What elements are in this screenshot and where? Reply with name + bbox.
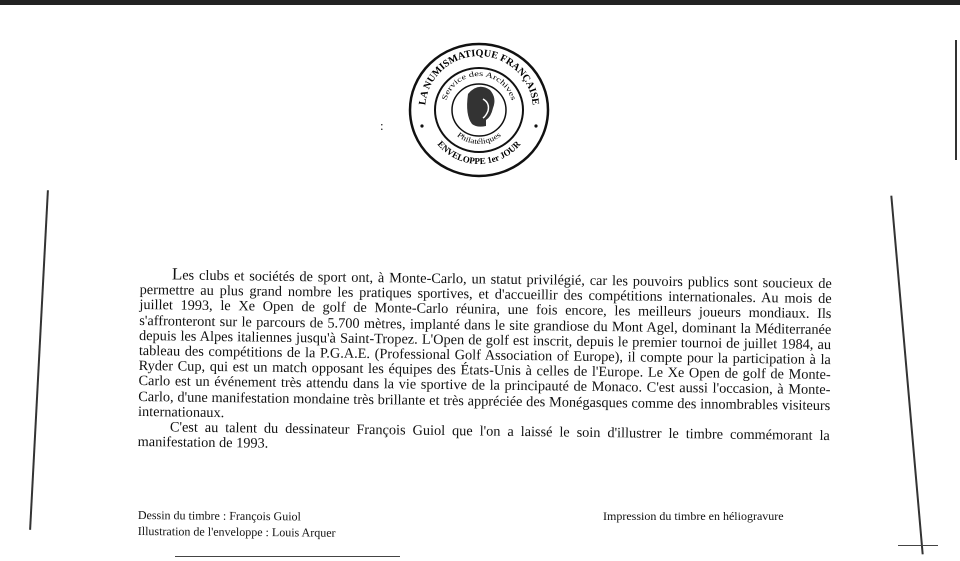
credits (138, 507, 336, 541)
envelope-left-edge (29, 190, 48, 530)
stamp-design-credit: Dessin du timbre : François Guiol (137, 507, 301, 524)
paragraph-1 (138, 266, 832, 429)
bottom-rule (175, 556, 400, 557)
scan-right-edge (955, 40, 957, 160)
stray-mark: : (380, 118, 384, 133)
paragraph-2: C'est au talent du dessinateur François Guiol que l'on a laissé le soin d'illustrer le timbre commémorant la manifestation de 1993. (137, 419, 830, 452)
drop-letter: L (171, 264, 183, 284)
scan-top-border (0, 0, 960, 5)
bottom-rule-right (898, 545, 938, 546)
seal-stamp-icon (408, 42, 550, 178)
printing-method: Impression du timbre en héliogravure (603, 509, 784, 523)
seal-outer-text: LA NUMISMATIQUE FRANÇAISE (417, 47, 541, 106)
first-day-cover-seal (408, 42, 550, 178)
envelope-right-edge (890, 196, 923, 555)
envelope-illustration-credit: Illustration de l'enveloppe : Louis Arquer (137, 523, 336, 540)
article-body (138, 266, 832, 459)
seal-bottom-text: ENVELOPPE 1er JOUR (435, 138, 523, 167)
paragraph-1-text: es clubs et sociétés de sport ont, à Monte-Carlo, un statut privilégié, car les pouvoirs publics sont soucieux de permettre au plus grand nombre les pratiques sportives, et d'accueillir des compétitions internationales. Au mois de juillet 1993, le Xe Open de golf de Monte-Carlo réunira, une fois encore, les meilleurs joueurs mondiaux. Ils s'affronteront sur le parcours de 5.700 mètres, implanté dans le site grandiose du Mont Agel, dominant la Méditerranée depuis les Alpes italiennes jusqu'à Saint-Tropez. L'Open de golf est inscrit, depuis le premier tournoi de juillet 1984, au tableau des compétitions de la P.G.A.E. (Professional Golf Association of Europe), il compte pour la participation à la Ryder Cup, qui est un match opposant les équipes des États-Unis à celles de l'Europe. Le Xe Open de golf de Monte-Carlo est un événement très attendu dans la vie sportive de la principauté de Monaco. C'est aussi l'occasion, à Monte-Carlo, d'une manifestation mondaine très brillante et très appréciée des Monégasques comme des innombrables visiteurs internationaux. (137, 267, 832, 421)
seal-inner-top-text: Service des Archives (439, 68, 519, 102)
seal-inner-bottom-text: Philatéliques (455, 130, 502, 146)
